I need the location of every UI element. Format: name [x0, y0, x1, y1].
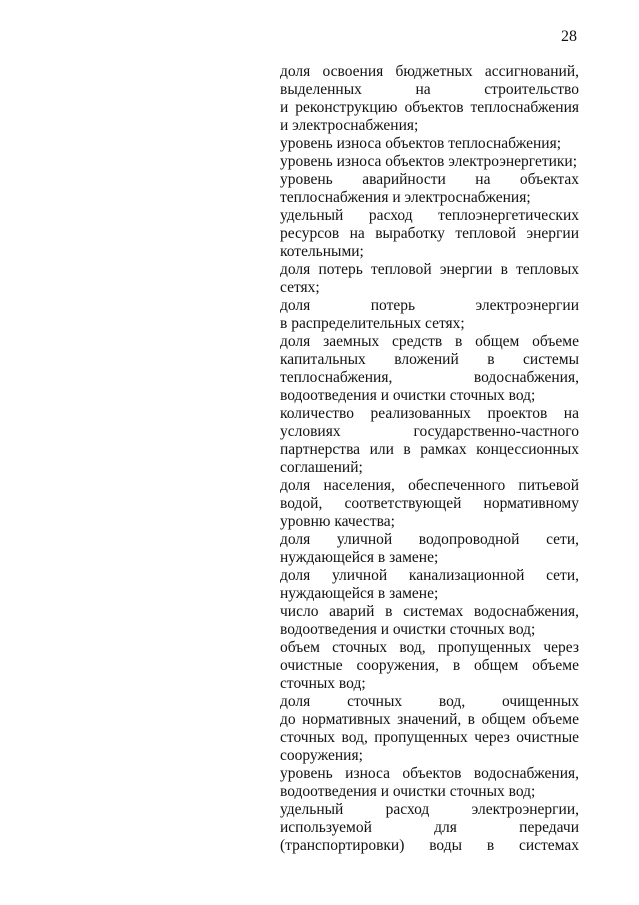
- page-number: 28: [561, 28, 577, 45]
- text-line: доля населения, обеспеченного питьевой: [280, 477, 579, 494]
- text-line: водоотведения и очистки сточных вод;: [280, 621, 536, 638]
- text-line: соглашений;: [280, 459, 363, 476]
- text-line: теплоснабжения, водоснабжения,: [280, 369, 579, 386]
- text-line: уровень аварийности на объектах: [280, 171, 579, 188]
- text-line: удельный расход электроэнергии,: [280, 801, 579, 818]
- text-line: уровень износа объектов теплоснабжения;: [280, 135, 562, 152]
- text-line: уровень износа объектов водоснабжения,: [280, 765, 579, 782]
- text-line: водоотведения и очистки сточных вод;: [280, 783, 536, 800]
- text-line: котельными;: [280, 243, 364, 260]
- text-line: объем сточных вод, пропущенных через: [280, 639, 579, 656]
- text-line: и электроснабжения;: [280, 117, 419, 134]
- text-line: доля потерь электроэнергии: [280, 297, 579, 314]
- text-line: нуждающейся в замене;: [280, 585, 439, 602]
- text-line: водоотведения и очистки сточных вод;: [280, 387, 536, 404]
- text-line: в распределительных сетях;: [280, 315, 465, 332]
- text-line: партнерства или в рамках концессионных: [280, 441, 579, 458]
- text-line: доля заемных средств в общем объеме: [280, 333, 579, 350]
- text-line: доля потерь тепловой энергии в тепловых: [280, 261, 579, 278]
- text-line: ресурсов на выработку тепловой энергии: [280, 225, 579, 242]
- text-line: доля уличной канализационной сети,: [280, 567, 579, 584]
- text-line: сточных вод, пропущенных через очистные: [280, 729, 579, 746]
- text-line: используемой для передачи: [280, 819, 579, 836]
- text-line: капитальных вложений в системы: [280, 351, 579, 368]
- text-line: уровню качества;: [280, 513, 395, 530]
- text-line: доля сточных вод, очищенных: [280, 693, 579, 710]
- text-line: (транспортировки) воды в системах: [280, 837, 579, 854]
- text-line: и реконструкцию объектов теплоснабжения: [280, 99, 579, 116]
- text-line: до нормативных значений, в общем объеме: [280, 711, 579, 728]
- text-line: сетях;: [280, 279, 320, 296]
- text-line: удельный расход теплоэнергетических: [280, 207, 579, 224]
- text-line: уровень износа объектов электроэнергетики;: [280, 153, 578, 170]
- indicator-list: [280, 63, 579, 855]
- text-line: доля освоения бюджетных ассигнований,: [280, 63, 579, 80]
- text-line: сточных вод;: [280, 675, 366, 692]
- text-line: число аварий в системах водоснабжения,: [280, 603, 579, 620]
- text-line: количество реализованных проектов на: [280, 405, 579, 422]
- text-line: выделенных на строительство: [280, 81, 579, 98]
- text-line: условиях государственно-частного: [280, 423, 579, 440]
- text-line: водой, соответствующей нормативному: [280, 495, 579, 512]
- text-line: сооружения;: [280, 747, 363, 764]
- text-line: нуждающейся в замене;: [280, 549, 439, 566]
- text-line: очистные сооружения, в общем объеме: [280, 657, 579, 674]
- text-line: доля уличной водопроводной сети,: [280, 531, 579, 548]
- text-line: теплоснабжения и электроснабжения;: [280, 189, 531, 206]
